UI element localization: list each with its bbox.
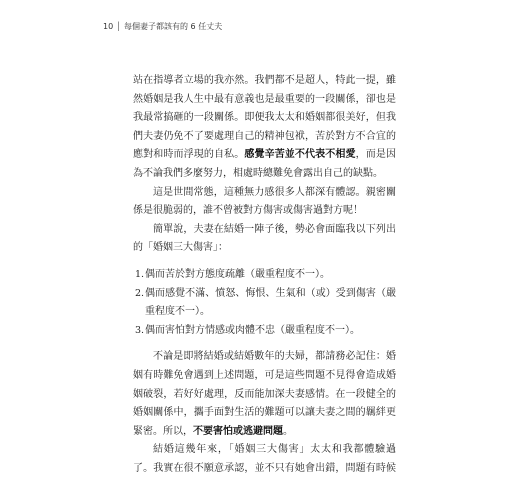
text-line: 係是很脆弱的，誰不曾被對方傷害或傷害過對方呢！ [133,205,363,217]
text-line [133,423,396,442]
text-line: 結婚這幾年來，「婚姻三大傷害」太太和我都體驗過 [153,444,396,456]
text-line: 姻有時難免會遇到上述問題，可是這些問題不見得會造成婚 [133,369,396,381]
list-item [133,322,396,341]
text-line: 站在指導者立場的我亦然。我們都不是超人，特此一提，雖 [133,75,396,86]
paragraph [133,441,396,478]
text-line: 姻破裂，若好好處理，反而能加深夫妻感情。在一段健全的 [133,388,396,400]
text-line: 們夫妻仍免不了要處理自己的精神包袱，苦於對方不合宜的 [133,130,396,142]
list-item-text [145,266,396,285]
running-header [103,22,222,32]
text-line: 了。我實在很不願意承認，並不只有她會出錯，問題有時候 [133,462,396,474]
body-text [133,72,396,478]
paragraph [133,348,396,441]
text-line: 的「婚姻三大傷害」： [133,242,228,254]
list-item [133,266,396,285]
text-segment: 。 [283,425,293,437]
text-line [133,146,396,165]
text-line: 婚姻關係中，攜手面對生活的難題可以讓夫妻之間的羈絆更 [133,407,396,419]
list-marker: 1. [135,268,145,280]
list-item-text [145,285,396,322]
text-line: 偶而害怕對方情感或肉體不忠（嚴重程度不一）。 [145,324,360,336]
text-segment: 應對和時而浮現的自私。 [133,149,245,161]
emphasized-text: 感覺辛苦並不代表不相愛 [244,149,356,161]
text-line: 為不論我們多麼努力，相處時總難免會露出自己的缺點。 [133,167,383,179]
text-line: 重程度不一）。 [145,306,210,318]
paragraph [133,72,396,184]
text-line: 偶而苦於對方態度疏離（嚴重程度不一）。 [145,268,330,280]
list-item [133,285,396,322]
text-line: 我最常搞砸的一段關係。即便我太太和婚姻都很美好，但我 [133,112,396,124]
page-number: 10 [103,22,114,31]
emphasized-text: 不要害怕或逃避問題 [193,425,283,437]
text-segment: 緊密。所以， [133,425,193,437]
list-item-text [145,322,396,341]
book-title: 每個妻子都該有的 6 任丈夫 [124,22,223,31]
text-line: 然婚姻是我人生中最有意義也是最重要的一段關係，卻也是 [133,93,396,105]
text-line: 這是世間常態，這種無力感很多人都深有體認。親密關 [153,186,396,198]
paragraph [133,184,396,221]
text-segment: ，而是因 [355,149,396,161]
text-line: 偶而感覺不滿、憤怒、悔恨、生氣和（或）受到傷害（嚴 [145,287,396,299]
list-marker: 2. [135,287,145,299]
text-line: 不論是即將結婚或結婚數年的夫婦，都請務必記住：婚 [153,351,396,363]
header-separator: │ [116,22,122,31]
numbered-list [133,266,396,340]
paragraph [133,221,396,258]
text-line: 簡單說，夫妻在結婚一陣子後，勢必會面臨我以下列出 [153,223,396,235]
list-marker: 3. [135,324,145,336]
